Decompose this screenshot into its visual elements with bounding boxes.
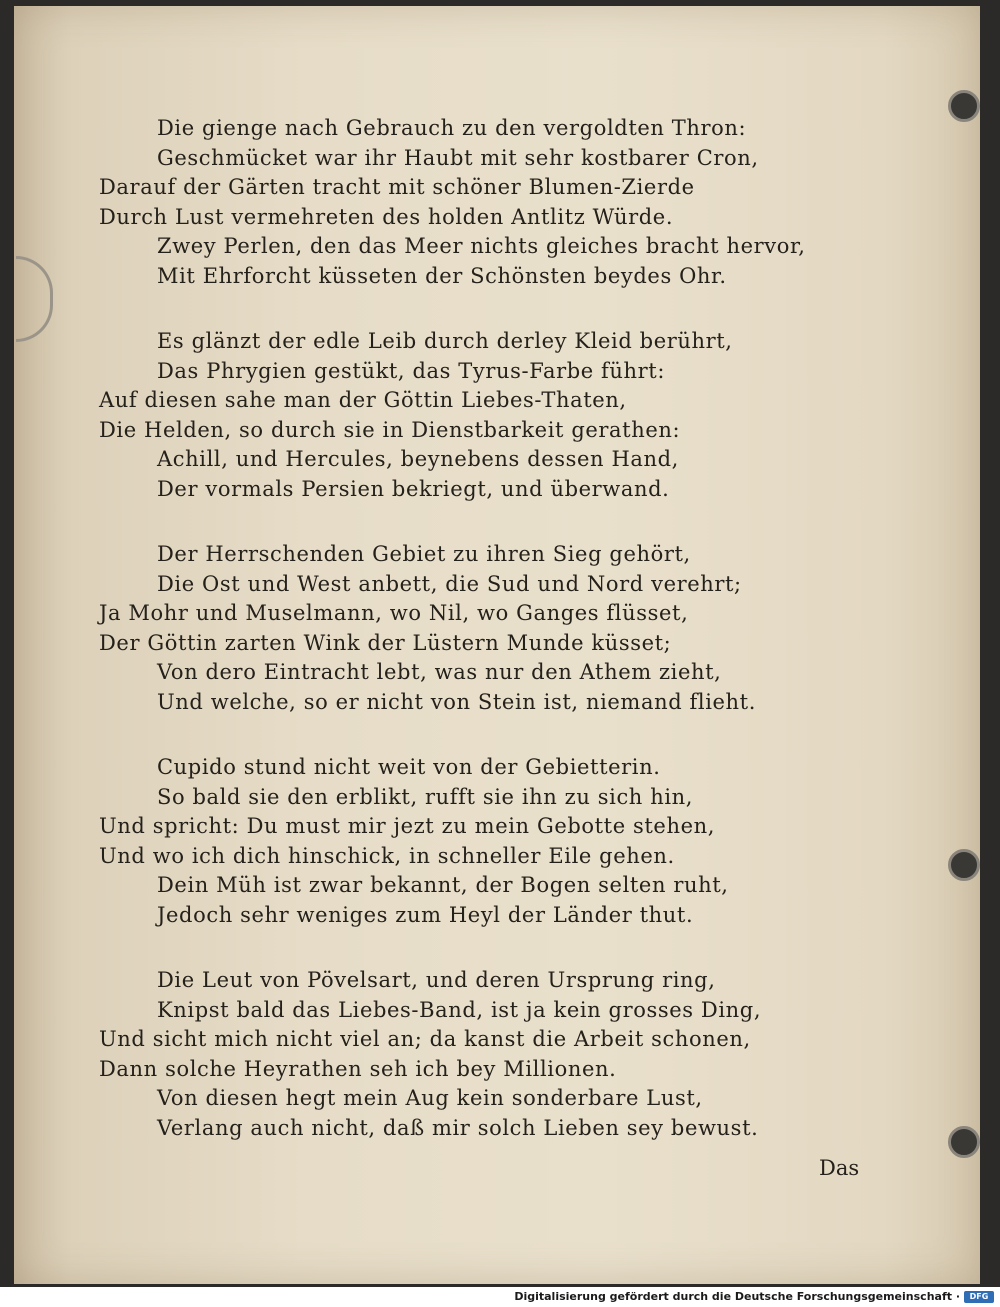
poem-line: Der Göttin zarten Wink der Lüstern Munde küsset;: [99, 630, 672, 655]
stanza: [99, 966, 859, 1143]
poem-line: Dann solche Heyrathen seh ich bey Millionen.: [99, 1056, 617, 1081]
poem-line: Durch Lust vermehreten des holden Antlitz Würde.: [99, 204, 674, 229]
binding-ring-top: [948, 90, 980, 122]
poem-line: Jedoch sehr weniges zum Heyl der Länder thut.: [157, 902, 694, 927]
paper-clip: [16, 256, 53, 342]
poem-line: Und sicht mich nicht viel an; da kanst die Arbeit schonen,: [99, 1027, 751, 1051]
binding-ring-middle: [948, 849, 980, 881]
stanza: [99, 753, 859, 930]
poem-line: Achill, und Hercules, beynebens dessen Hand,: [157, 447, 679, 471]
poem-line: Auf diesen sahe man der Göttin Liebes-Thaten,: [99, 388, 627, 412]
poem-line: Das Phrygien gestükt, das Tyrus-Farbe führt:: [157, 358, 666, 383]
poem-line: Ja Mohr und Muselmann, wo Nil, wo Ganges flüsset,: [99, 601, 689, 625]
footer-bar: [0, 1287, 1000, 1307]
stanza: [99, 540, 859, 717]
footer-credit: Digitalisierung gefördert durch die Deutsche Forschungsgemeinschaft ·: [514, 1290, 960, 1303]
poem-line: Und wo ich dich hinschick, in schneller Eile gehen.: [99, 843, 675, 868]
stanza: [99, 327, 859, 504]
dfg-logo: DFG: [964, 1291, 994, 1303]
poem-line: So bald sie den erblikt, rufft sie ihn zu sich hin,: [157, 784, 694, 809]
poem-line: Die Ost und West anbett, die Sud und Nord verehrt;: [157, 571, 742, 596]
poem-line: Dein Müh ist zwar bekannt, der Bogen selten ruht,: [157, 873, 729, 897]
poem-line: Geschmücket war ihr Haubt mit sehr kostbarer Cron,: [157, 145, 759, 170]
poem-line: Die gienge nach Gebrauch zu den vergoldten Thron:: [157, 116, 747, 140]
poem-line: Darauf der Gärten tracht mit schöner Blumen-Zierde: [99, 175, 695, 199]
poem-line: Der vormals Persien bekriegt, und überwand.: [157, 476, 670, 501]
poem-line: Verlang auch nicht, daß mir solch Lieben sey bewust.: [157, 1115, 759, 1140]
poem-line: Von dero Eintracht lebt, was nur den Athem zieht,: [157, 660, 722, 684]
poem-line: Der Herrschenden Gebiet zu ihren Sieg gehört,: [157, 542, 691, 566]
poem-line: Zwey Perlen, den das Meer nichts gleiches bracht hervor,: [157, 234, 806, 258]
poem-line: Mit Ehrforcht küsseten der Schönsten beydes Ohr.: [157, 263, 727, 288]
poem-line: Und spricht: Du must mir jezt zu mein Gebotte stehen,: [99, 814, 716, 838]
poem-line: Die Helden, so durch sie in Dienstbarkeit gerathen:: [99, 417, 681, 442]
poem-line: Von diesen hegt mein Aug kein sonderbare Lust,: [157, 1086, 703, 1110]
poem-line: Die Leut von Pövelsart, und deren Ursprung ring,: [157, 968, 716, 992]
poem-line: Cupido stund nicht weit von der Gebietterin.: [157, 755, 661, 779]
poem-text: [99, 114, 859, 1179]
binding-ring-bottom: [948, 1126, 980, 1158]
poem-line: Es glänzt der edle Leib durch derley Kleid berührt,: [157, 329, 733, 353]
book-page: [14, 6, 980, 1284]
poem-line: Und welche, so er nicht von Stein ist, niemand flieht.: [157, 689, 756, 714]
poem-line: Knipst bald das Liebes-Band, ist ja kein grosses Ding,: [157, 997, 762, 1022]
catchword: Das: [819, 1156, 860, 1180]
stanza: [99, 114, 859, 291]
